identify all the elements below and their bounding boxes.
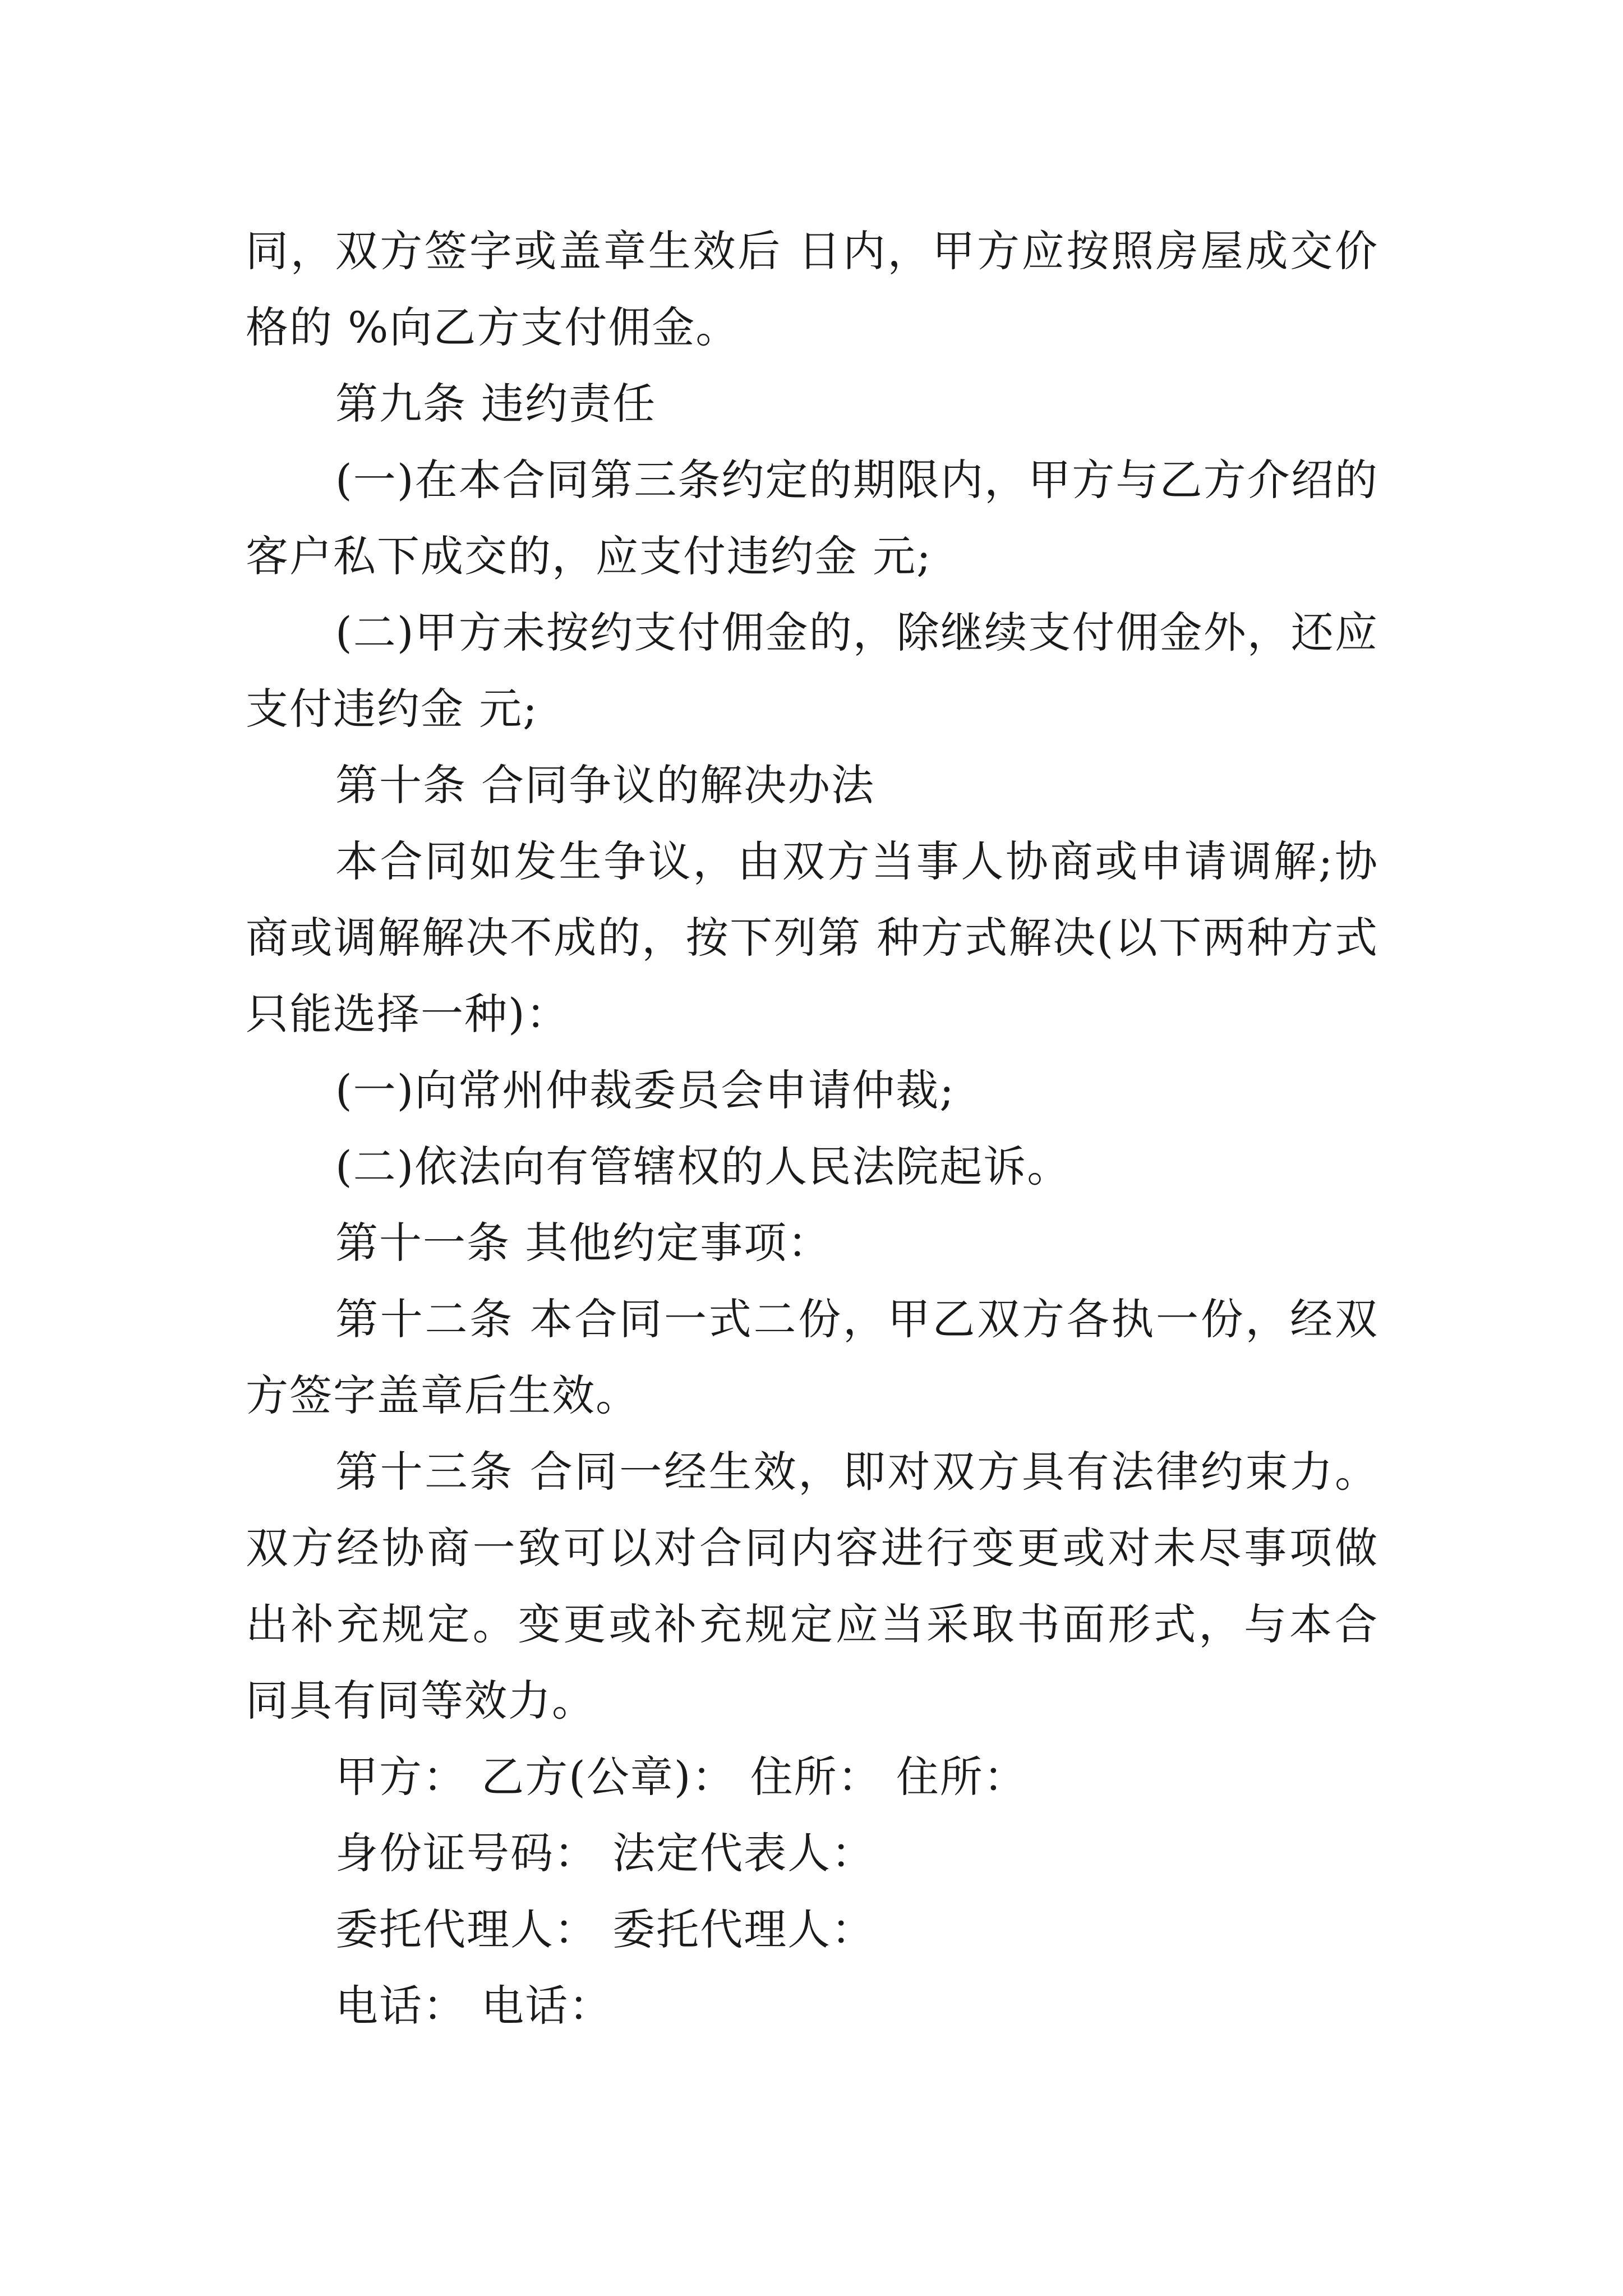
paragraph-article-9-item-2: (二)甲方未按约支付佣金的，除继续支付佣金外，还应支付违约金 元; <box>246 608 1378 734</box>
signature-line-id: 身份证号码： 法定代表人： <box>335 1828 875 1878</box>
document-body <box>246 213 1378 2044</box>
signature-line-agents: 委托代理人： 委托代理人： <box>335 1904 875 1954</box>
heading-article-10: 第十条 合同争议的解决办法 <box>335 760 875 810</box>
paragraph-article-10-item-1: (一)向常州仲裁委员会申请仲裁; <box>335 1065 955 1115</box>
paragraph-article-10-item-2: (二)依法向有管辖权的人民法院起诉。 <box>335 1142 1071 1191</box>
paragraph-article-9-item-1: (一)在本合同第三条约定的期限内，甲方与乙方介绍的客户私下成交的，应支付违约金 元; <box>246 455 1378 581</box>
heading-article-11: 第十一条 其他约定事项： <box>335 1218 832 1268</box>
paragraph-article-12: 第十二条 本合同一式二份，甲乙双方各执一份，经双方签字盖章后生效。 <box>246 1294 1378 1420</box>
heading-article-9: 第九条 违约责任 <box>335 379 657 429</box>
signature-line-parties: 甲方： 乙方(公章)： 住所： 住所： <box>335 1752 1027 1802</box>
paragraph-commission-continuation: 同，双方签字或盖章生效后 日内，甲方应按照房屋成交价格的 %向乙方支付佣金。 <box>246 226 1378 352</box>
paragraph-article-10-body: 本合同如发生争议，由双方当事人协商或申请调解;协商或调解解决不成的，按下列第 种方式解决(以下两种方式只能选择一种)： <box>246 836 1378 1039</box>
paragraph-article-13: 第十三条 合同一经生效，即对双方具有法律约束力。双方经协商一致可以对合同内容进行变更或对未尽事项做出补充规定。变更或补充规定应当采取书面形式，与本合同具有同等效力。 <box>246 1447 1378 1726</box>
signature-line-phones: 电话： 电话： <box>335 1981 613 2031</box>
